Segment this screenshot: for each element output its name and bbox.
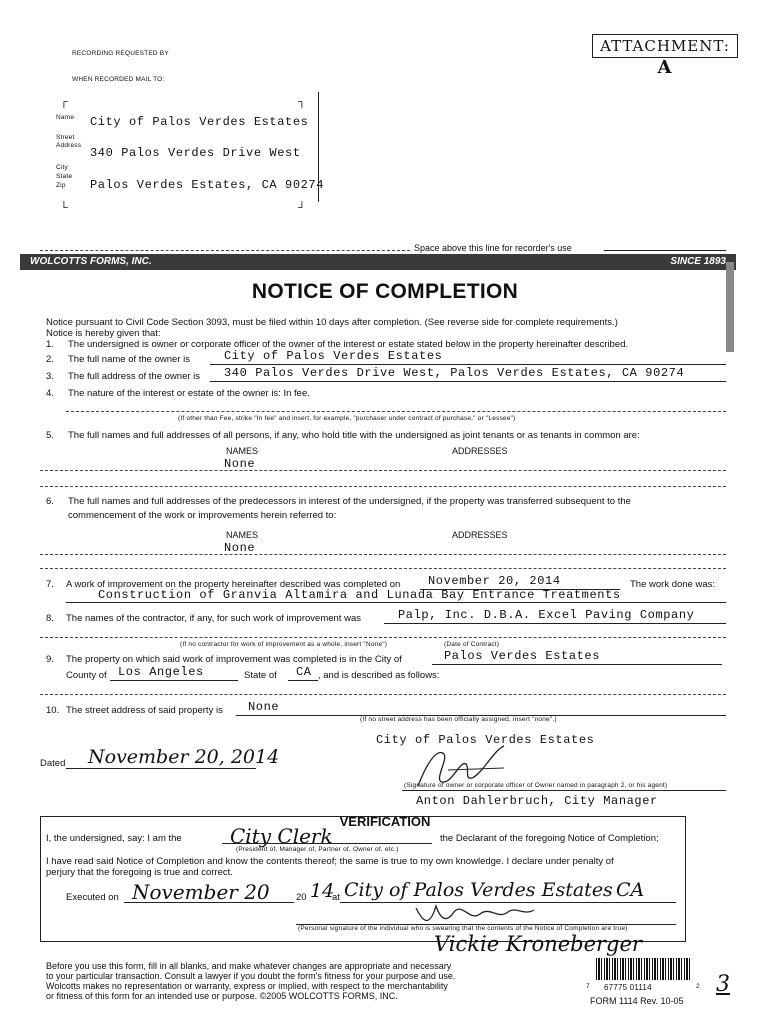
- verification-line-2: I have read said Notice of Completion and know the contents thereof; the same is true to my own knowledge. I declare under penalty of: [46, 856, 614, 867]
- barcode-digits: 67775 01114: [604, 983, 652, 992]
- margin-rule: [318, 92, 319, 202]
- mail-to-name: City of Palos Verdes Estates: [90, 115, 309, 129]
- footer-line-3: Wolcotts makes no representation or warranty, express or implied, with respect to the merchantability: [46, 981, 448, 991]
- item-1-text: The undersigned is owner or corporate officer of the owner of the interest or estate stated below in the property hereinafter described.: [68, 339, 629, 350]
- zip-label: Zip: [56, 182, 66, 189]
- item-1-number: 1.: [46, 339, 54, 350]
- bracket-top-right: ┐: [298, 96, 306, 108]
- item-7-tail: The work done was:: [630, 579, 716, 590]
- work-description: Construction of Granvia Altamira and Lunada Bay Entrance Treatments: [98, 588, 621, 602]
- item-7-number: 7.: [46, 579, 54, 590]
- executed-date-line: [124, 902, 294, 903]
- barcode-left-digit: 7: [586, 983, 590, 990]
- contractor-line: [384, 623, 726, 624]
- state-of-label: State of: [244, 670, 277, 681]
- item-4-line: [66, 411, 726, 412]
- item-8-line-2: [40, 637, 726, 638]
- footer-line-2: to your particular transaction. Consult a lawyer if you doubt the form's fitness for your purpose and use.: [46, 971, 456, 981]
- property-county: Los Angeles: [118, 665, 204, 679]
- joint-tenants-value: None: [224, 457, 256, 471]
- predecessors-value: None: [224, 541, 256, 555]
- completion-date: November 20, 2014: [428, 574, 561, 588]
- item-7-label: A work of improvement on the property hereinafter described was completed on: [66, 579, 401, 590]
- verification-signer: Vickie Kroneberger: [434, 932, 642, 956]
- executed-year-suffix: 14: [310, 880, 335, 902]
- executed-state: CA: [616, 879, 645, 901]
- recorder-space-label: Space above this line for recorder's use: [414, 243, 572, 253]
- item-10-note: (If no street address has been officially assigned, insert "none".): [360, 716, 557, 723]
- bracket-bottom-left: └: [60, 202, 68, 214]
- item-10-number: 10.: [46, 705, 60, 716]
- bracket-top-left: ┌: [60, 96, 68, 108]
- city-label: City: [56, 164, 68, 171]
- item-2-number: 2.: [46, 354, 54, 365]
- state-line: [288, 680, 318, 681]
- item-4-label: The nature of the interest or estate of the owner is: In fee.: [68, 388, 310, 399]
- page-mark: 3: [716, 972, 730, 997]
- owner-signer-name: Anton Dahlerbruch, City Manager: [416, 794, 658, 808]
- item-4-number: 4.: [46, 388, 54, 399]
- item-3-number: 3.: [46, 371, 54, 382]
- state-label: State: [56, 173, 73, 180]
- owner-address-line: [210, 381, 726, 382]
- address-label: Address: [56, 142, 82, 149]
- item-5-number: 5.: [46, 430, 54, 441]
- mail-to-label: WHEN RECORDED MAIL TO:: [72, 76, 165, 83]
- banner-publisher: WOLCOTTS FORMS, INC.: [30, 256, 152, 267]
- verification-line-1-pre: I, the undersigned, say: I am the: [46, 833, 182, 844]
- owner-signature-line: [402, 790, 726, 791]
- recorder-line-right: [604, 250, 726, 251]
- property-city: Palos Verdes Estates: [444, 649, 601, 663]
- verification-role: City Clerk: [230, 824, 333, 848]
- item-8-label: The names of the contractor, if any, for such work of improvement was: [66, 613, 361, 624]
- item-9-tail: , and is described as follows:: [318, 670, 440, 681]
- owner-signature-name: City of Palos Verdes Estates: [376, 733, 595, 747]
- mail-to-city: Palos Verdes Estates, CA 90274: [90, 178, 325, 192]
- item-9-number: 9.: [46, 654, 54, 665]
- footer-line-1: Before you use this form, fill in all blanks, and make whatever changes are appropriate and necessary: [46, 961, 452, 971]
- owner-name-line: [210, 364, 726, 365]
- work-description-line: [66, 602, 726, 603]
- item-6-text-2: commencement of the work or improvements herein referred to:: [68, 510, 337, 521]
- item-6-names-header: NAMES: [226, 530, 259, 540]
- form-number: FORM 1114 Rev. 10-05: [590, 996, 684, 1006]
- item-6-line-2: [40, 568, 726, 569]
- verification-signature-note: (Personal signature of the individual who is swearing that the contents of the Notice of Completion are true): [298, 925, 628, 932]
- item-6-line-1: [40, 554, 726, 555]
- dated-value: November 20, 2014: [88, 746, 280, 768]
- item-8-note-left: (If no contractor for work of improvement as a whole, insert "None"): [180, 641, 388, 648]
- owner-address: 340 Palos Verdes Drive West, Palos Verdes Estates, CA 90274: [224, 366, 685, 380]
- street-address-value: None: [248, 700, 280, 714]
- owner-signature-note: (Signature of owner or corporate officer of Owner named in paragraph 2, or his agent): [404, 782, 668, 789]
- county-label: County of: [66, 670, 107, 681]
- mail-to-street: 340 Palos Verdes Drive West: [90, 146, 301, 160]
- barcode-right-digit: 2: [696, 983, 700, 990]
- bracket-bottom-right: ┘: [298, 202, 306, 214]
- verification-role-note: (President of, Manager of, Partner of, Owner of, etc.): [236, 846, 399, 853]
- item-5-names-header: NAMES: [226, 446, 259, 456]
- property-city-line: [432, 664, 722, 665]
- item-5-text: The full names and full addresses of all persons, if any, who hold title with the undersigned as joint tenants or as tenants in common are:: [68, 430, 640, 441]
- item-6-number: 6.: [46, 496, 54, 507]
- item-5-line-2: [40, 486, 726, 487]
- edge-stamp: [726, 262, 734, 352]
- contractor-name: Palp, Inc. D.B.A. Excel Paving Company: [398, 608, 695, 622]
- wolcotts-banner: [20, 254, 736, 270]
- executed-place: City of Palos Verdes Estates: [344, 879, 613, 901]
- verification-title: VERIFICATION: [339, 814, 431, 829]
- barcode: [596, 958, 690, 980]
- verification-line-3: perjury that the foregoing is true and correct.: [46, 867, 233, 878]
- intro-line-1: Notice pursuant to Civil Code Section 3093, must be filed within 10 days after completion. (See reverse side for complete requirements.): [46, 317, 618, 328]
- county-line: [110, 680, 238, 681]
- verification-line-1-post: the Declarant of the foregoing Notice of Completion;: [440, 833, 659, 844]
- attachment-letter: A: [657, 57, 673, 78]
- property-state: CA: [296, 665, 312, 679]
- owner-name: City of Palos Verdes Estates: [224, 349, 443, 363]
- executed-at-label: at: [332, 892, 340, 903]
- dated-label: Dated: [40, 758, 66, 769]
- verification-role-line: [222, 843, 432, 844]
- item-2-label: The full name of the owner is: [68, 354, 190, 365]
- item-8-number: 8.: [46, 613, 54, 624]
- street-label: Street: [56, 134, 75, 141]
- item-9-label: The property on which said work of improvement was completed is in the City of: [66, 654, 402, 665]
- footer-disclaimer: [46, 961, 455, 1001]
- page-title: NOTICE OF COMPLETION: [251, 280, 519, 303]
- recorder-line-left: [40, 250, 410, 251]
- item-5-line-1: [40, 470, 726, 471]
- item-3-label: The full address of the owner is: [68, 371, 201, 382]
- item-4-note: (If other than Fee, strike "In fee" and insert, for example, "purchaser under contract of purchase," or "Lessee"): [178, 415, 516, 422]
- item-6-addresses-header: ADDRESSES: [452, 530, 508, 540]
- executed-date: November 20: [132, 880, 270, 904]
- executed-year-prefix: 20: [296, 892, 307, 903]
- item-5-addresses-header: ADDRESSES: [452, 446, 508, 456]
- attachment-label: ATTACHMENT: A: [592, 34, 738, 58]
- name-label: Name: [56, 114, 75, 121]
- item-6-text-1: The full names and full addresses of the predecessors in interest of the undersigned, if the property was transferred subsequent to the: [68, 496, 631, 507]
- banner-since: SINCE 1893: [670, 256, 726, 267]
- executed-on-label: Executed on: [66, 892, 119, 903]
- item-9-line-2: [40, 694, 726, 695]
- item-10-label: The street address of said property is: [66, 705, 223, 716]
- dated-line: [66, 768, 256, 769]
- intro-line-2: Notice is hereby given that:: [46, 328, 161, 339]
- item-8-note-right: (Date of Contract): [444, 641, 500, 648]
- recording-requested-label: RECORDING REQUESTED BY: [72, 50, 169, 57]
- footer-line-4: or fitness of this form for an intended use or purpose. ©2005 WOLCOTTS FORMS, INC.: [46, 991, 398, 1001]
